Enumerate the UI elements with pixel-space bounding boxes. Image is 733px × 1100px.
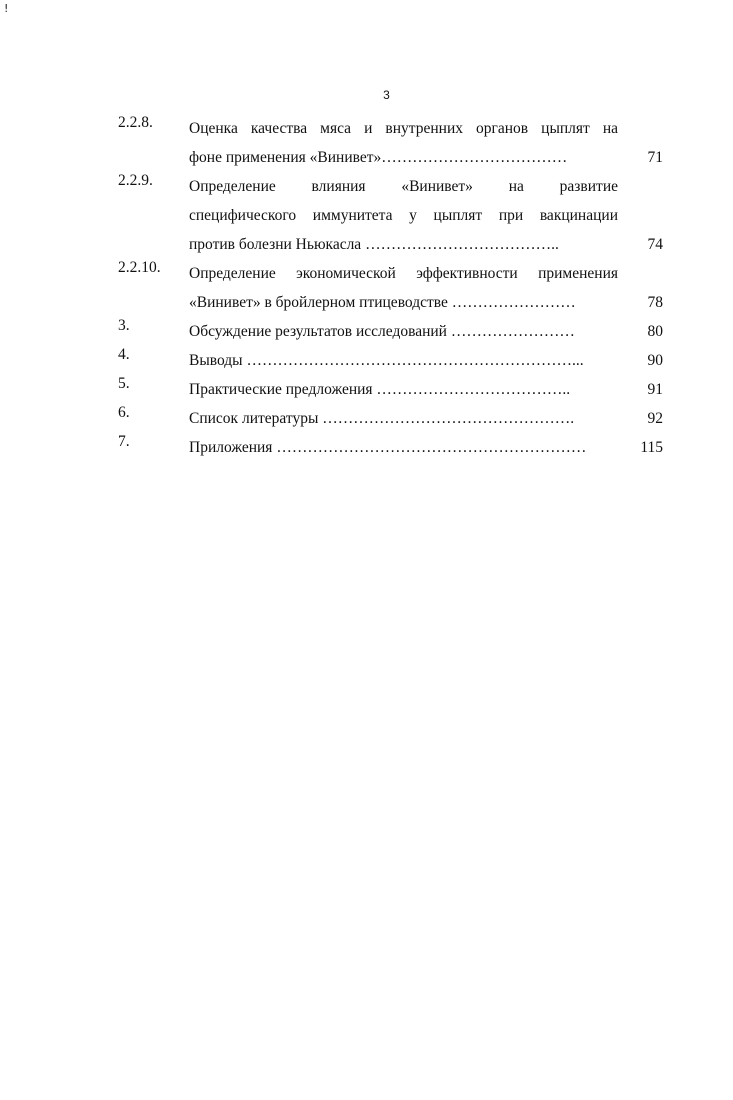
toc-entry-number: 2.2.10.: [118, 259, 161, 276]
toc-entry-number: 6.: [118, 404, 130, 421]
toc-entry-page: 71: [647, 149, 663, 166]
toc-entry-page: 92: [647, 410, 663, 427]
toc-entry-page: 78: [647, 294, 663, 311]
toc-entry-number: 5.: [118, 375, 130, 392]
toc-entry-number: 3.: [118, 317, 130, 334]
corner-mark: !: [4, 2, 9, 15]
toc-entry: [118, 433, 663, 462]
toc-entry-title: Определение экономической эффективности применения: [189, 265, 618, 282]
toc-entry-title: Приложения ……………………………………………………: [189, 439, 587, 456]
toc-entry-number: 7.: [118, 433, 130, 450]
toc-entry-page: 80: [647, 323, 663, 340]
toc-entry-page: 90: [647, 352, 663, 369]
toc-entry: [118, 346, 663, 375]
toc-entry: [118, 259, 663, 317]
toc-entry-number: 2.2.8.: [118, 114, 153, 131]
toc-entry-title: Обсуждение результатов исследований ……………………: [189, 323, 575, 340]
toc-entry: [118, 114, 663, 172]
toc-entry-title: Практические предложения ………………………………..: [189, 381, 571, 398]
toc-entry-title: Определение влияния «Винивет» на развитие: [189, 178, 618, 195]
toc-entry: [118, 375, 663, 404]
toc-entry-title: против болезни Ньюкасла ………………………………..: [189, 236, 559, 253]
toc-entry-title: Список литературы ………………………………………….: [189, 410, 575, 427]
toc-entry-page: 91: [647, 381, 663, 398]
toc-entry-page: 74: [647, 236, 663, 253]
toc-entry-title: специфического иммунитета у цыплят при вакцинации: [189, 207, 618, 224]
toc-entry-title: Выводы ………………………………………………………...: [189, 352, 584, 369]
toc-entry-number: 2.2.9.: [118, 172, 153, 189]
page-number: 3: [383, 88, 390, 102]
toc-entry: [118, 317, 663, 346]
toc-entry-title: фоне применения «Винивет»………………………………: [189, 149, 568, 166]
toc-entry-title: Оценка качества мяса и внутренних органов цыплят на: [189, 120, 618, 137]
toc-entry-number: 4.: [118, 346, 130, 363]
table-of-contents: [118, 114, 663, 462]
toc-entry-page: 115: [640, 439, 663, 456]
toc-entry-title: «Винивет» в бройлерном птицеводстве ……………………: [189, 294, 576, 311]
toc-entry: [118, 172, 663, 259]
toc-entry: [118, 404, 663, 433]
